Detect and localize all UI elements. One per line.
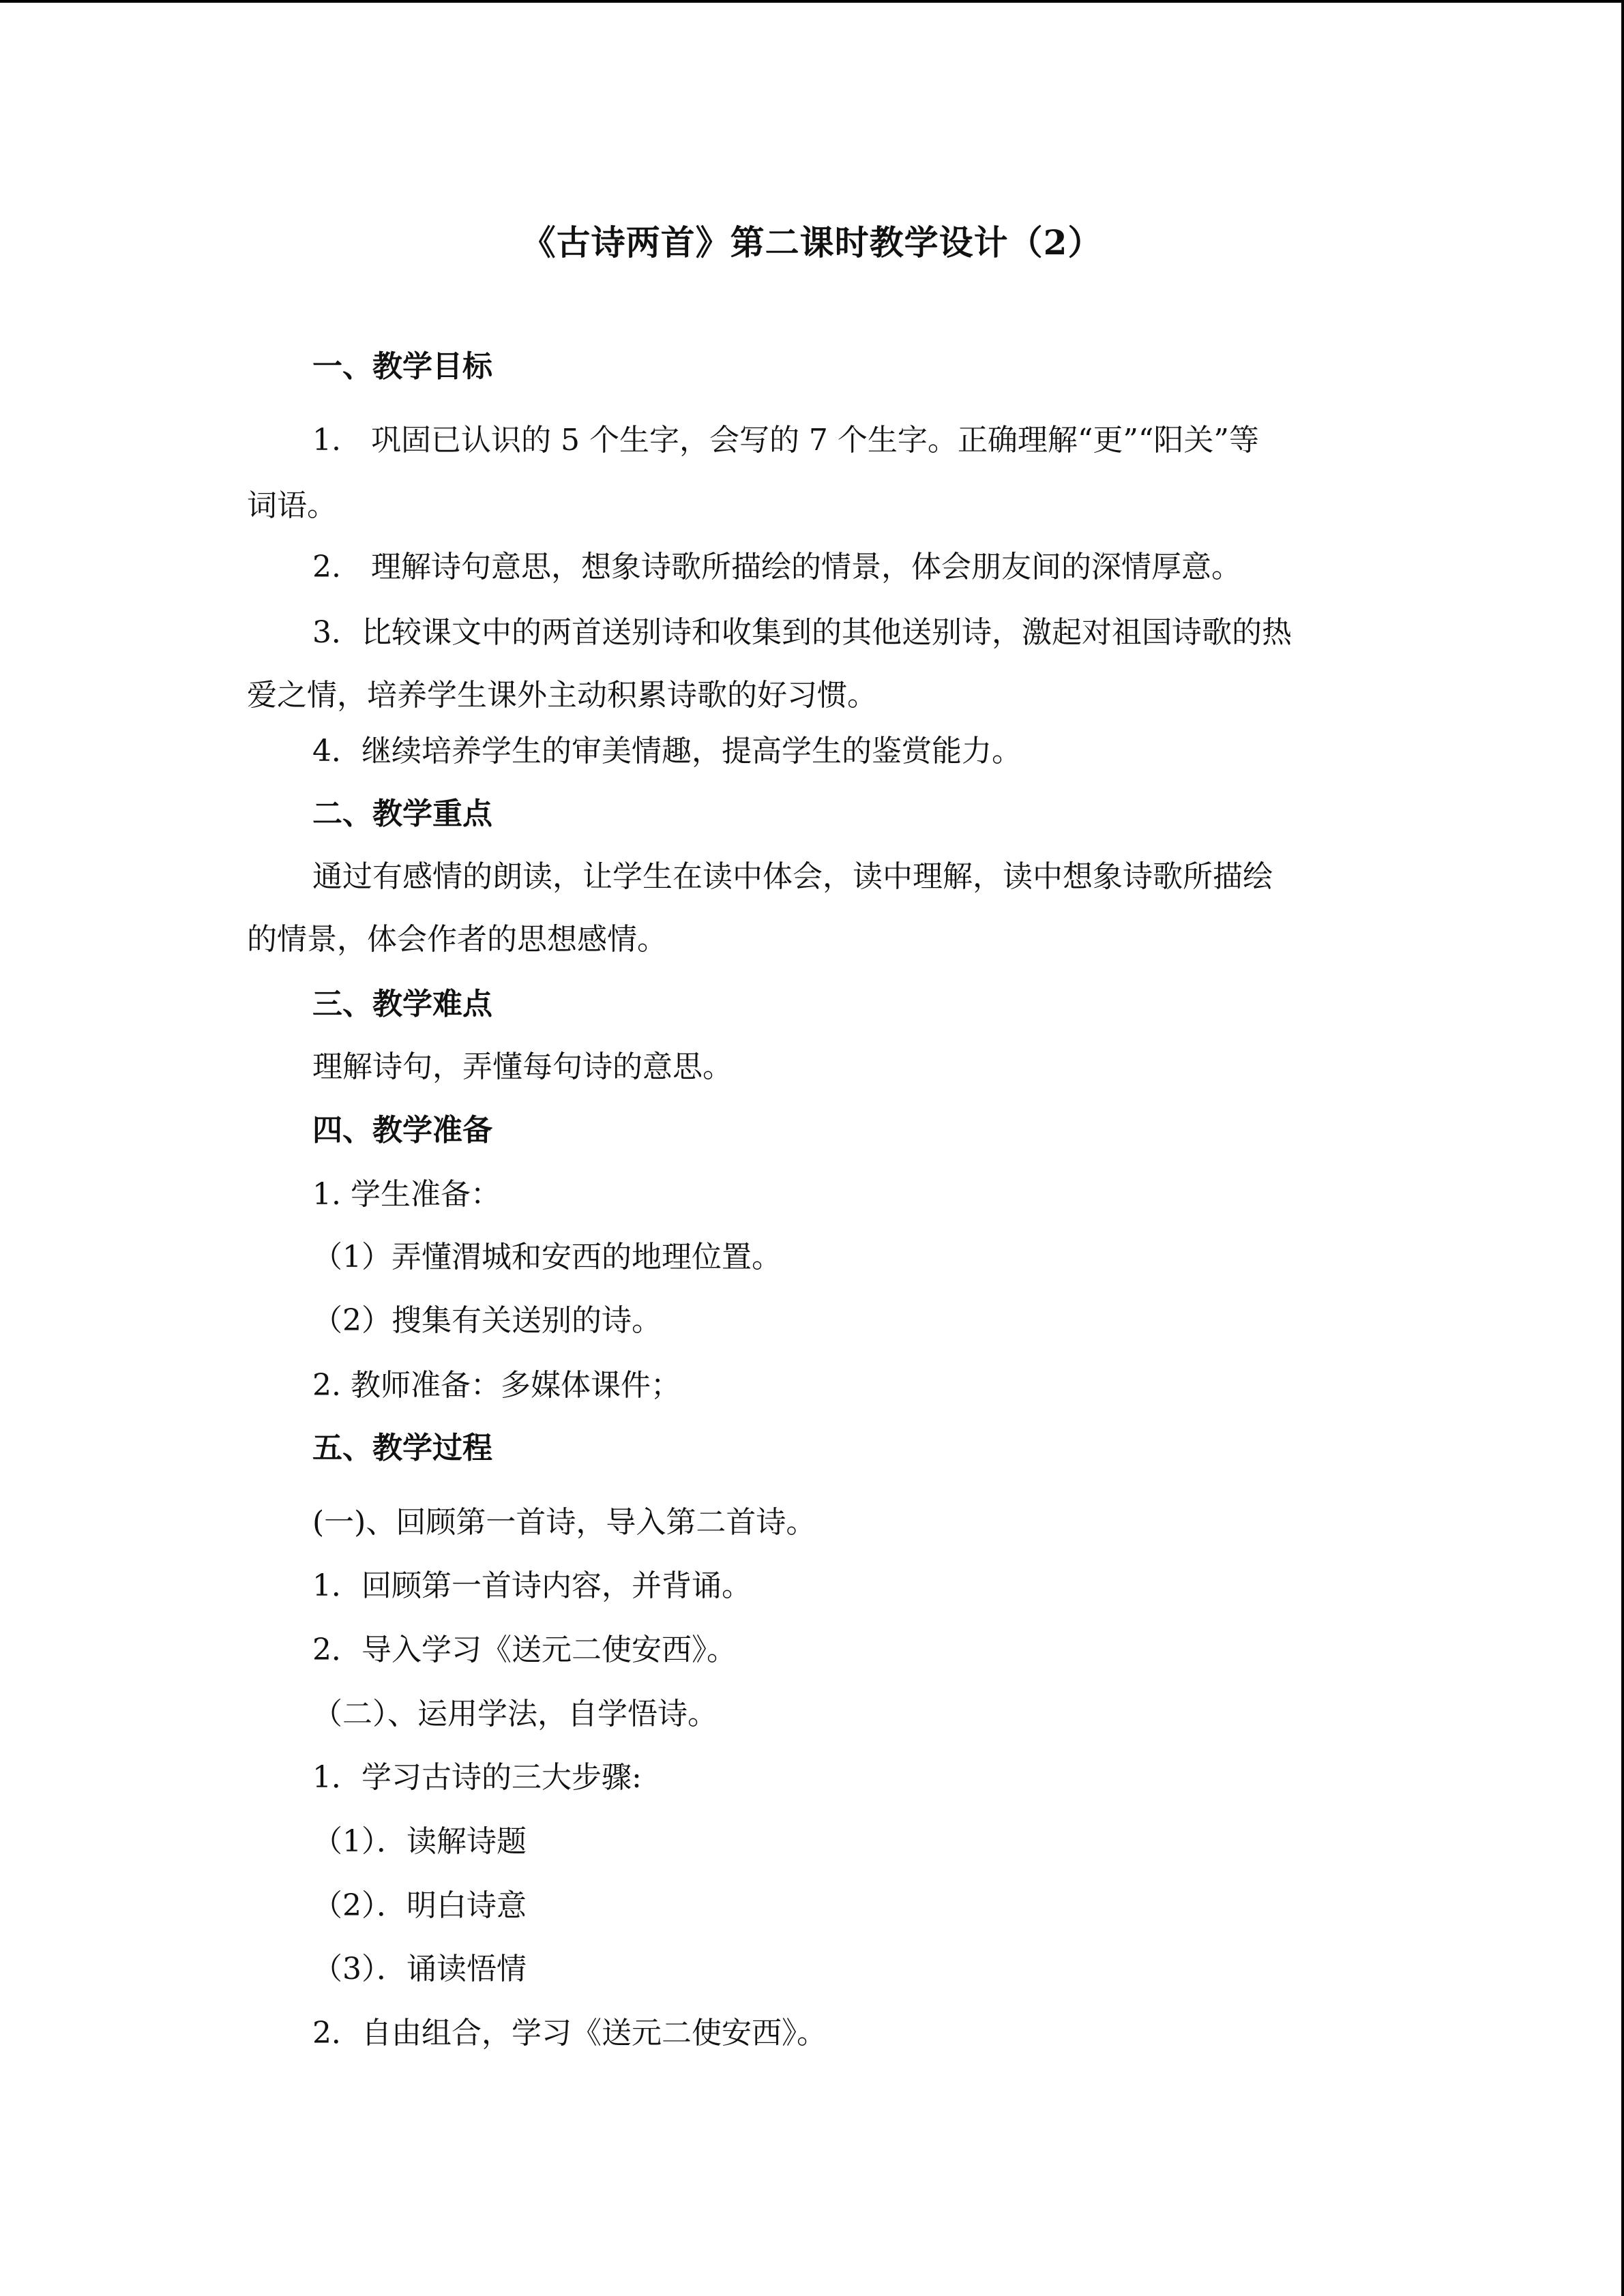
process-part-1-item-1: 1．回顾第一首诗内容，并背诵。 xyxy=(312,1568,752,1603)
preparation-student-item-2: （2）搜集有关送别的诗。 xyxy=(312,1303,662,1338)
process-part-2-item-1: 1．学习古诗的三大步骤: xyxy=(312,1760,642,1795)
section-heading-process: 五、教学过程 xyxy=(312,1431,492,1465)
section-heading-goals: 一、教学目标 xyxy=(312,349,492,384)
section-heading-key-points: 二、教学重点 xyxy=(312,796,492,831)
process-part-2: （二）、运用学法，自学悟诗。 xyxy=(312,1697,718,1731)
process-step-1: （1）．读解诗题 xyxy=(312,1824,527,1859)
section-heading-preparation: 四、教学准备 xyxy=(312,1113,492,1148)
process-step-3: （3）．诵读悟情 xyxy=(312,1952,527,1986)
goal-item-3-line-1: 3．比较课文中的两首送别诗和收集到的其他送别诗，激起对祖国诗歌的热 xyxy=(312,615,1292,650)
process-step-2: （2）．明白诗意 xyxy=(312,1888,527,1923)
process-part-2-item-2: 2．自由组合，学习《送元二使安西》。 xyxy=(312,2016,827,2051)
goal-item-1-line-2: 词语。 xyxy=(247,488,337,523)
preparation-student-item-1: （1）弄懂渭城和安西的地理位置。 xyxy=(312,1240,782,1274)
page-top-border xyxy=(0,0,1624,3)
key-points-line-1: 通过有感情的朗读，让学生在读中体会，读中理解，读中想象诗歌所描绘 xyxy=(312,859,1273,894)
goal-item-3-line-2: 爱之情，培养学生课外主动积累诗歌的好习惯。 xyxy=(247,678,877,713)
goal-item-1-line-1: 1. 巩固已认识的 5 个生字，会写的 7 个生字。正确理解“更”“阳关”等 xyxy=(312,423,1259,458)
goal-item-4: 4．继续培养学生的审美情趣，提高学生的鉴赏能力。 xyxy=(312,734,1022,769)
process-part-1-item-2: 2．导入学习《送元二使安西》。 xyxy=(312,1632,737,1667)
process-part-1: (一)、回顾第一首诗，导入第二首诗。 xyxy=(312,1505,816,1540)
preparation-student: 1. 学生准备： xyxy=(312,1177,501,1212)
key-points-line-2: 的情景，体会作者的思想感情。 xyxy=(247,922,667,957)
preparation-teacher: 2. 教师准备：多媒体课件； xyxy=(312,1368,681,1403)
section-heading-difficulties: 三、教学难点 xyxy=(312,987,492,1022)
page-right-border xyxy=(1621,0,1624,2296)
difficulties-text: 理解诗句，弄懂每句诗的意思。 xyxy=(312,1049,733,1084)
document-title: 《古诗两首》第二课时教学设计（2） xyxy=(521,222,1103,263)
goal-item-2: 2. 理解诗句意思，想象诗歌所描绘的情景，体会朋友间的深情厚意。 xyxy=(312,550,1241,584)
